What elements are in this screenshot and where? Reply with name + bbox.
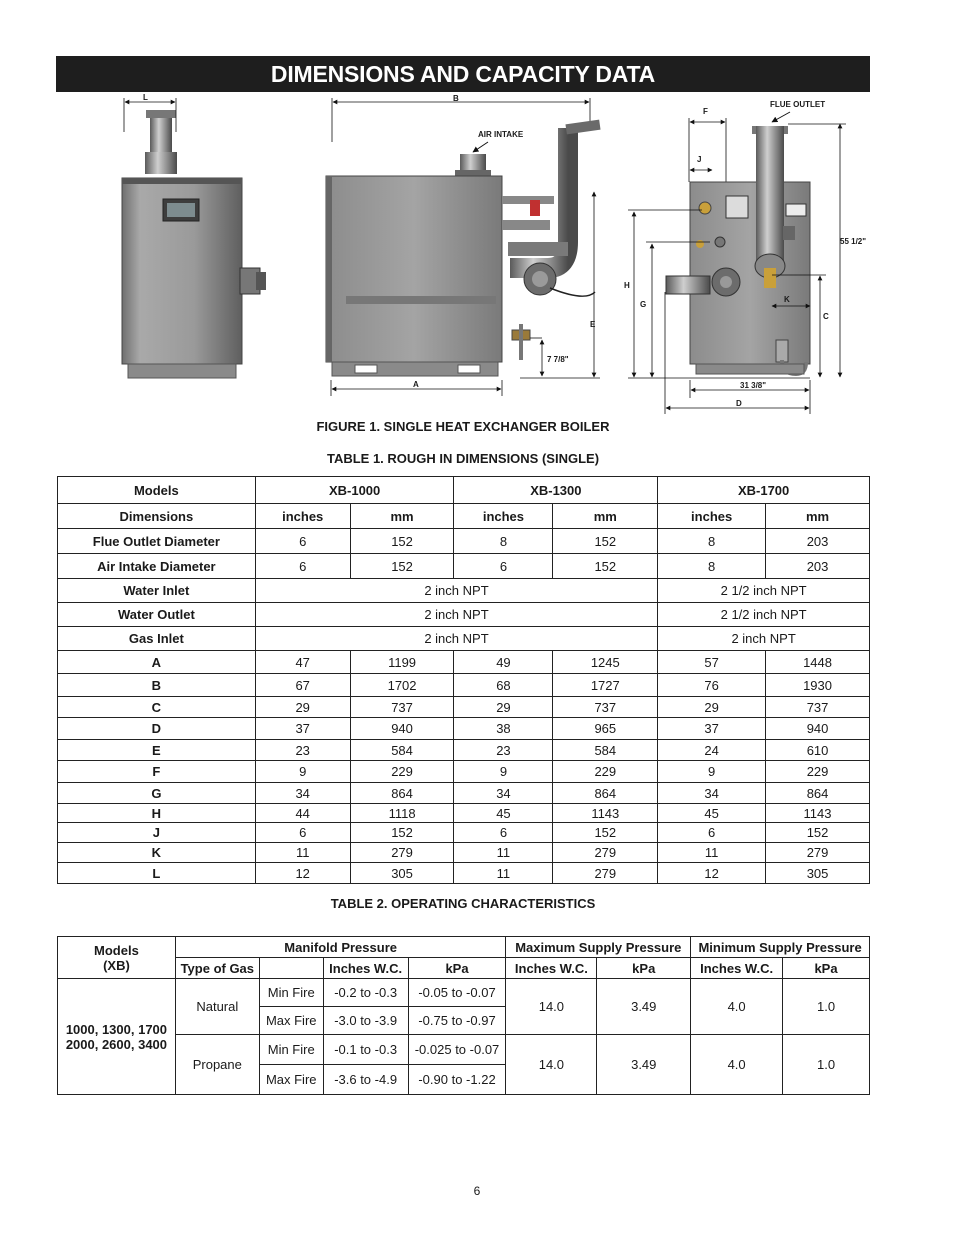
table-row — [58, 823, 870, 843]
t2-propane-min-supply-kpa: 1.0 — [783, 1035, 870, 1095]
t2-gas-propane: Propane — [175, 1035, 259, 1095]
table-cell: 2 1/2 inch NPT — [658, 579, 870, 603]
table-cell: 11 — [454, 843, 553, 863]
subheader-inches: inches — [255, 504, 350, 529]
t2-inches-wc-header: Inches W.C. — [506, 958, 597, 979]
t2-gas-natural: Natural — [175, 979, 259, 1035]
t2-inches-wc-header: Inches W.C. — [323, 958, 408, 979]
row-label: Water Inlet — [58, 579, 256, 603]
table-cell: 6 — [255, 554, 350, 579]
t2-natural-min-kpa: -0.05 to -0.07 — [408, 979, 506, 1007]
t2-max-supply-header: Maximum Supply Pressure — [506, 937, 691, 958]
subheader-dimensions: Dimensions — [58, 504, 256, 529]
table-row — [58, 554, 870, 579]
t2-natural-max-supply-kpa: 3.49 — [597, 979, 691, 1035]
subheader-inches: inches — [454, 504, 553, 529]
table-cell: 9 — [255, 761, 350, 783]
table-cell: 1448 — [766, 651, 870, 674]
table-cell: 45 — [454, 804, 553, 823]
label-E: E — [590, 320, 596, 329]
table-cell: 152 — [350, 823, 454, 843]
side-cabinet — [326, 176, 502, 362]
table-cell: 8 — [454, 529, 553, 554]
table-row — [58, 783, 870, 804]
table-row — [58, 603, 870, 627]
table-cell: 864 — [350, 783, 454, 804]
table-cell: 6 — [255, 823, 350, 843]
table-row — [58, 843, 870, 863]
table-cell: 1245 — [553, 651, 658, 674]
header-xb1700: XB-1700 — [658, 477, 870, 504]
table-cell: 6 — [255, 529, 350, 554]
table-cell: 279 — [553, 863, 658, 884]
label-L: L — [143, 93, 148, 102]
t2-models-line1: 1000, 1300, 1700 — [65, 1021, 168, 1037]
subheader-mm: mm — [350, 504, 454, 529]
table-cell: 11 — [255, 843, 350, 863]
side-view — [326, 94, 601, 396]
table-cell: 152 — [553, 823, 658, 843]
air-intake-collar — [460, 154, 486, 172]
row-label: C — [58, 697, 256, 718]
t2-natural-min-supply-wc: 4.0 — [691, 979, 783, 1035]
table-cell: 8 — [658, 554, 766, 579]
page-number: 6 — [473, 1184, 481, 1198]
table-cell: 203 — [766, 554, 870, 579]
table-cell: 44 — [255, 804, 350, 823]
figure-caption: FIGURE 1. SINGLE HEAT EXCHANGER BOILER — [316, 419, 610, 434]
table-cell: 24 — [658, 740, 766, 761]
table-row — [58, 674, 870, 697]
t2-min-fire-label: Min Fire — [259, 979, 323, 1007]
subheader-inches: inches — [658, 504, 766, 529]
t2-min-supply-header: Minimum Supply Pressure — [691, 937, 870, 958]
table-cell: 37 — [658, 718, 766, 740]
table-cell: 279 — [766, 843, 870, 863]
label-31-3-8: 31 3/8" — [740, 381, 767, 390]
table-cell: 1702 — [350, 674, 454, 697]
label-55-1-2: 55 1/2" — [840, 237, 867, 246]
table-cell: 940 — [766, 718, 870, 740]
row-label: L — [58, 863, 256, 884]
label-7-7-8: 7 7/8" — [547, 355, 569, 364]
table-cell: 864 — [553, 783, 658, 804]
table-cell: 34 — [454, 783, 553, 804]
table-cell: 279 — [350, 843, 454, 863]
table-cell: 68 — [454, 674, 553, 697]
table-cell: 57 — [658, 651, 766, 674]
table-cell: 152 — [350, 554, 454, 579]
table-row — [58, 697, 870, 718]
t2-propane-max-wc: -3.6 to -4.9 — [323, 1065, 408, 1095]
t2-type-of-gas-header: Type of Gas — [175, 958, 259, 979]
row-label: Air Intake Diameter — [58, 554, 256, 579]
row-label: J — [58, 823, 256, 843]
t2-kpa-header: kPa — [408, 958, 506, 979]
table1-caption: TABLE 1. ROUGH IN DIMENSIONS (SINGLE) — [326, 451, 600, 466]
t2-natural-min-wc: -0.2 to -0.3 — [323, 979, 408, 1007]
table-cell: 34 — [255, 783, 350, 804]
row-label: G — [58, 783, 256, 804]
table-row — [58, 804, 870, 823]
table-cell: 1143 — [766, 804, 870, 823]
t2-propane-max-kpa: -0.90 to -1.22 — [408, 1065, 506, 1095]
t2-propane-min-supply-wc: 4.0 — [691, 1035, 783, 1095]
t2-max-fire-label: Max Fire — [259, 1007, 323, 1035]
table-cell: 34 — [658, 783, 766, 804]
table-cell: 152 — [553, 554, 658, 579]
label-K: K — [784, 295, 790, 304]
table-cell: 2 inch NPT — [658, 627, 870, 651]
table-cell: 203 — [766, 529, 870, 554]
t2-models-cell — [58, 979, 176, 1095]
label-G: G — [640, 300, 647, 309]
table-cell: 737 — [553, 697, 658, 718]
table-cell: 610 — [766, 740, 870, 761]
table-cell: 1143 — [553, 804, 658, 823]
table-cell: 49 — [454, 651, 553, 674]
table-cell: 737 — [766, 697, 870, 718]
table-row — [58, 718, 870, 740]
table-cell: 8 — [658, 529, 766, 554]
t2-min-fire-label: Min Fire — [259, 1035, 323, 1065]
header-models: Models — [58, 477, 256, 504]
table-cell: 584 — [553, 740, 658, 761]
table-cell: 23 — [454, 740, 553, 761]
table-row — [58, 863, 870, 884]
table-cell: 38 — [454, 718, 553, 740]
table-cell: 1727 — [553, 674, 658, 697]
table-row — [58, 761, 870, 783]
label-A: A — [413, 380, 419, 389]
row-label: K — [58, 843, 256, 863]
table-cell: 12 — [658, 863, 766, 884]
label-air-intake: AIR INTAKE — [478, 130, 524, 139]
t2-propane-max-supply-wc: 14.0 — [506, 1035, 597, 1095]
row-label: B — [58, 674, 256, 697]
table-subheader-row — [58, 504, 870, 529]
table-cell: 584 — [350, 740, 454, 761]
table-cell: 11 — [454, 863, 553, 884]
row-label: D — [58, 718, 256, 740]
t2-models-header — [58, 937, 176, 979]
rough-in-dimensions-table — [57, 476, 870, 884]
header-xb1000: XB-1000 — [255, 477, 454, 504]
row-label: E — [58, 740, 256, 761]
front-view — [122, 93, 266, 378]
row-label: Gas Inlet — [58, 627, 256, 651]
table-cell: 305 — [766, 863, 870, 884]
table-cell: 229 — [350, 761, 454, 783]
row-label: Flue Outlet Diameter — [58, 529, 256, 554]
label-D: D — [736, 399, 742, 408]
table-row — [58, 740, 870, 761]
label-F: F — [703, 107, 708, 116]
table-row — [58, 979, 870, 1007]
table-cell: 47 — [255, 651, 350, 674]
t2-kpa-header: kPa — [783, 958, 870, 979]
table-cell: 305 — [350, 863, 454, 884]
table-cell: 152 — [350, 529, 454, 554]
table-cell: 1199 — [350, 651, 454, 674]
label-J: J — [697, 155, 702, 164]
table-cell: 2 1/2 inch NPT — [658, 603, 870, 627]
table-cell: 2 inch NPT — [255, 603, 657, 627]
t2-manifold-header: Manifold Pressure — [175, 937, 506, 958]
row-label: F — [58, 761, 256, 783]
table-cell: 6 — [658, 823, 766, 843]
table-cell: 29 — [658, 697, 766, 718]
t2-max-fire-label: Max Fire — [259, 1065, 323, 1095]
table-cell: 37 — [255, 718, 350, 740]
label-C: C — [823, 312, 829, 321]
table-header-row — [58, 477, 870, 504]
table-cell: 229 — [553, 761, 658, 783]
label-H: H — [624, 281, 630, 290]
rear-view — [624, 100, 866, 414]
table-cell: 2 inch NPT — [255, 579, 657, 603]
label-flue-outlet: FLUE OUTLET — [770, 100, 826, 109]
t2-natural-max-wc: -3.0 to -3.9 — [323, 1007, 408, 1035]
table-cell: 737 — [350, 697, 454, 718]
t2-models-line2: 2000, 2600, 3400 — [65, 1036, 168, 1052]
table-row — [58, 529, 870, 554]
table-cell: 76 — [658, 674, 766, 697]
boiler-figure — [0, 92, 954, 417]
table-cell: 29 — [255, 697, 350, 718]
table-cell: 11 — [658, 843, 766, 863]
row-label: Water Outlet — [58, 603, 256, 627]
t2-kpa-header: kPa — [597, 958, 691, 979]
t2-models-label: Models — [94, 942, 139, 958]
t2-natural-max-kpa: -0.75 to -0.97 — [408, 1007, 506, 1035]
table-cell: 965 — [553, 718, 658, 740]
table-row — [58, 1035, 870, 1065]
table-cell: 45 — [658, 804, 766, 823]
table-cell: 9 — [454, 761, 553, 783]
label-B: B — [453, 94, 459, 103]
table-cell: 152 — [553, 529, 658, 554]
table-row — [58, 627, 870, 651]
table-cell: 29 — [454, 697, 553, 718]
table-cell: 67 — [255, 674, 350, 697]
table-cell: 12 — [255, 863, 350, 884]
t2-propane-min-wc: -0.1 to -0.3 — [323, 1035, 408, 1065]
table-cell: 2 inch NPT — [255, 627, 657, 651]
table-cell: 229 — [766, 761, 870, 783]
subheader-mm: mm — [553, 504, 658, 529]
subheader-mm: mm — [766, 504, 870, 529]
table-row — [58, 651, 870, 674]
t2-inches-wc-header: Inches W.C. — [691, 958, 783, 979]
header-xb1300: XB-1300 — [454, 477, 658, 504]
table-row — [58, 579, 870, 603]
table-cell: 9 — [658, 761, 766, 783]
row-label: H — [58, 804, 256, 823]
table2-caption: TABLE 2. OPERATING CHARACTERISTICS — [330, 896, 596, 911]
t2-xb-label: (XB) — [103, 957, 130, 973]
table-cell: 6 — [454, 823, 553, 843]
t2-propane-max-supply-kpa: 3.49 — [597, 1035, 691, 1095]
table-cell: 940 — [350, 718, 454, 740]
table-cell: 279 — [553, 843, 658, 863]
row-label: A — [58, 651, 256, 674]
t2-propane-min-kpa: -0.025 to -0.07 — [408, 1035, 506, 1065]
table-cell: 152 — [766, 823, 870, 843]
t2-natural-max-supply-wc: 14.0 — [506, 979, 597, 1035]
table-cell: 864 — [766, 783, 870, 804]
t2-blank-header — [259, 958, 323, 979]
table-cell: 1930 — [766, 674, 870, 697]
table-cell: 23 — [255, 740, 350, 761]
page-title: DIMENSIONS AND CAPACITY DATA — [56, 56, 870, 92]
operating-characteristics-table — [57, 936, 870, 1095]
table-cell: 6 — [454, 554, 553, 579]
table-cell: 1118 — [350, 804, 454, 823]
t2-natural-min-supply-kpa: 1.0 — [783, 979, 870, 1035]
